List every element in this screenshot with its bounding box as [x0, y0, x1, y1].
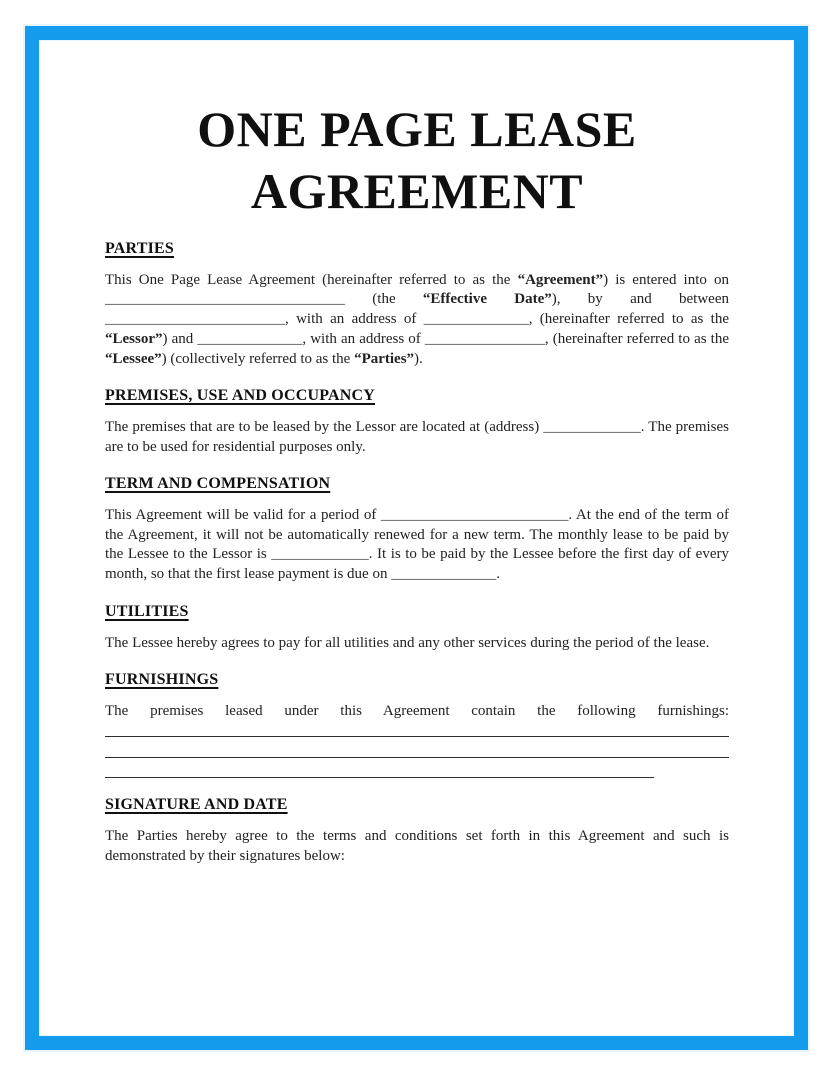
bold-text-run: “Effective Date”: [422, 291, 552, 308]
premises-paragraph: [105, 418, 729, 457]
parties-paragraph: [105, 271, 729, 370]
text-run: The premises that are to be leased by the Lessor are located at (address): [105, 418, 544, 435]
blank-rule-line: [105, 758, 654, 779]
text-run: ), by and between: [551, 291, 729, 308]
text-run: (the: [345, 291, 423, 308]
section-furnishings: [105, 670, 729, 778]
fill-in-blank: ______________: [391, 566, 497, 583]
document-title: ONE PAGE LEASE AGREEMENT: [197, 101, 637, 219]
bold-text-run: “Lessee”: [105, 350, 162, 367]
fill-in-blank: _____________: [543, 418, 641, 435]
bold-text-run: “Parties”: [354, 350, 415, 367]
text-run: This Agreement will be valid for a period of: [105, 507, 381, 524]
text-run: , with an address of: [302, 330, 425, 347]
text-run: . At the end of the term of the Agreement, it will not be automatically renewed for a new term. The monthly lease to be paid by the Lessee to the Lessor is: [105, 507, 729, 563]
text-run: , (hereinafter referred to as the: [528, 311, 730, 328]
text-run: The Parties hereby agree to the terms and conditions set forth in this Agreement and such is demonstrated by their signatures below:: [105, 827, 729, 864]
fill-in-blank: _________________________: [380, 507, 569, 524]
section-heading-term: TERM AND COMPENSATION: [105, 475, 331, 493]
furnishings-blank-lines: [105, 722, 729, 779]
section-premises-use-occupancy: [105, 386, 729, 457]
fill-in-blank: _____________: [271, 546, 369, 563]
text-run: ).: [414, 350, 423, 367]
section-utilities: [105, 602, 729, 653]
section-heading-parties: PARTIES: [105, 240, 175, 257]
fill-in-blank: ________________________: [105, 311, 285, 328]
text-run: . The premises are to be used for residential purposes only.: [105, 418, 729, 455]
text-run: ) (collectively referred to as the: [161, 350, 355, 367]
bold-text-run: “Agreement”: [517, 271, 604, 288]
fill-in-blank: ______________: [423, 311, 529, 328]
text-run: ) is entered into on: [603, 271, 729, 288]
section-parties: [105, 239, 729, 369]
blank-rule-line: [105, 722, 729, 738]
text-run: . It is to be paid by the Lessee before the first day of every month, so that the first lease payment is due on: [105, 546, 729, 583]
term-paragraph: [105, 506, 729, 585]
section-heading-utilities: UTILITIES: [105, 602, 189, 620]
signature-paragraph: [105, 827, 729, 866]
fill-in-blank: ________________________________: [105, 291, 345, 308]
text-run: , with an address of: [285, 311, 424, 328]
section-term-compensation: [105, 474, 729, 585]
text-run: .: [496, 566, 500, 583]
fill-in-blank: ________________: [424, 330, 545, 347]
utilities-paragraph: [105, 634, 729, 654]
section-signature-date: [105, 795, 729, 866]
section-heading-signature: SIGNATURE AND DATE: [105, 796, 288, 814]
section-heading-premises: PREMISES, USE AND OCCUPANCY: [105, 387, 376, 405]
document-content: [105, 0, 729, 866]
bold-text-run: “Lessor”: [105, 330, 163, 347]
blank-rule-line: [105, 737, 729, 758]
section-heading-furnishings: FURNISHINGS: [105, 671, 219, 689]
text-run: The Lessee hereby agrees to pay for all utilities and any other services during the period of the lease.: [105, 634, 710, 651]
furnishings-paragraph: [105, 702, 729, 722]
text-run: , (hereinafter referred to as the: [544, 330, 729, 347]
text-run: This One Page Lease Agreement (hereinafter referred to as the: [105, 271, 518, 288]
text-run: The premises leased under this Agreement contain the following furnishings:: [105, 702, 729, 719]
fill-in-blank: ______________: [197, 330, 303, 347]
text-run: ) and: [162, 330, 198, 347]
